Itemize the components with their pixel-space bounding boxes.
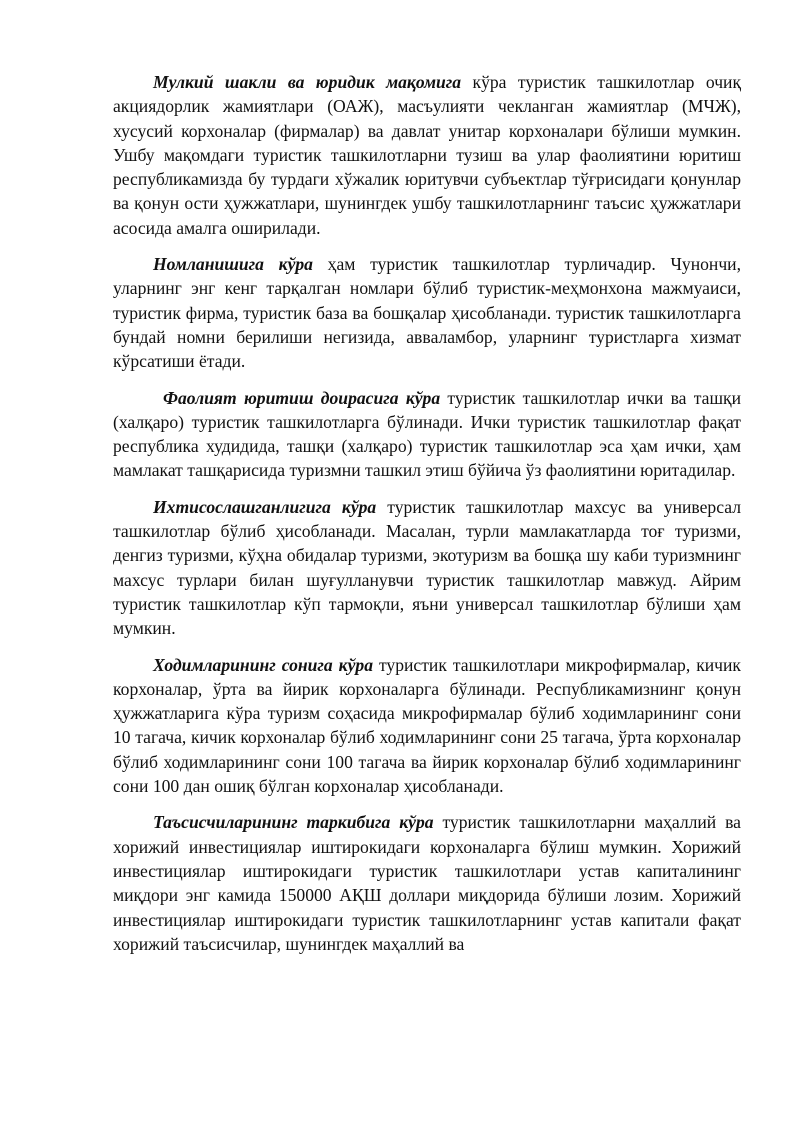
paragraph-ownership xyxy=(113,70,741,240)
paragraph-lead: Ихтисослашганлигига кўра xyxy=(153,496,377,517)
paragraph-naming xyxy=(113,252,741,373)
paragraph-lead: Мулкий шакли ва юридик мақомига xyxy=(153,72,462,92)
paragraph-text: туристик ташкилотлар ички ва ташқи (халқаро) туристик ташкилотларга бўлинади. Ички туристик ташкилотлар фақат республика худидида, ташқи (халқаро) туристик ташкилотлар эса ҳам ички, ҳам мамлакат ташқарисида туризмни ташкил этиш бўйича ўз фаолиятини юритадилар. xyxy=(113,387,741,481)
paragraph-text: туристик ташкилотлар махсус ва универсал ташкилотлар бўлиб ҳисобланади. Масалан, турли мамлакатларда тоғ туризми, денгиз туризми, кўҳна обидалар туризми, экотуризм ва бошқа шу каби туризмнинг махсус турлари билан шуғулланувчи туристик ташкилотлар мавжуд. Айрим туристик ташкилотлар кўп тармоқли, яъни универсал ташкилотлар бўлиши ҳам мумкин. xyxy=(113,496,741,639)
paragraph-founders xyxy=(113,810,741,956)
paragraph-text: кўра туристик ташкилотлар очиқ акциядорлик жамиятлари (ОАЖ), масъулияти чекланган жамиятлар (МЧЖ), хусусий корхоналар (фирмалар) ва давлат унитар корхоналари бўлиши мумкин. Ушбу мақомдаги туристик ташкилотларни тузиш ва улар фаолиятини юритиш республикамизда бу турдаги хўжалик юритувчи субъектлар тўғрисидаги қонунлар ва қонун ости ҳужжатлари, шунингдек ушбу ташкилотларнинг таъсис ҳужжатлари асосида амалга оширилади. xyxy=(113,72,741,238)
paragraph-scope xyxy=(113,386,741,483)
paragraph-text: туристик ташкилотларни маҳаллий ва хорижий инвестициялар иштирокидаги корхоналарга бўлиш мумкин. Хорижий инвестициялар иштирокидаги туристик ташкилотлари устав капиталининг миқдори энг камида 150000 АҚШ доллари миқдорида бўлиши лозим. Хорижий инвестициялар иштирокидаги туристик ташкилотларнинг устав капитали фақат хорижий таъсисчилар, шунингдек маҳаллий ва xyxy=(113,812,741,954)
paragraph-lead: Фаолият юритиш доирасига кўра xyxy=(163,387,441,408)
paragraph-text: ҳам туристик ташкилотлар турличадир. Чунончи, уларнинг энг кенг тарқалган номлари бўлиб туристик-меҳмонхона мажмуаиси, туристик фирма, туристик база ва бошқалар ҳисобланади. туристик ташкилотларга бундай номни берилиши негизида, аввaламбор, уларнинг туристларга хизмат кўрсатиши ётади. xyxy=(113,254,741,372)
paragraph-text: туристик ташкилотлари микрофирмалар, кичик корхоналар, ўрта ва йирик корхоналарга бўлинади. Республикамизнинг қонун ҳужжатларига кўра туризм соҳасида микрофирмалар бўлиб ходимларининг сони 10 тагача, кичик корхоналар бўлиб ходимларининг сони 25 тагача, ўрта корхоналар бўлиб ходимларининг сони 100 тагача ва йирик корхоналар бўлиб ходимларининг сони 100 дан ошиқ бўлган корхоналар ҳисобланади. xyxy=(113,654,741,797)
paragraph-lead: Номланишига кўра xyxy=(153,254,313,275)
paragraph-specialization xyxy=(113,495,741,641)
paragraph-lead: Ходимларининг сонига кўра xyxy=(153,654,373,675)
paragraph-staff-size xyxy=(113,653,741,799)
paragraph-lead: Таъсисчиларининг таркибига кўра xyxy=(153,812,434,833)
document-page xyxy=(113,70,741,968)
